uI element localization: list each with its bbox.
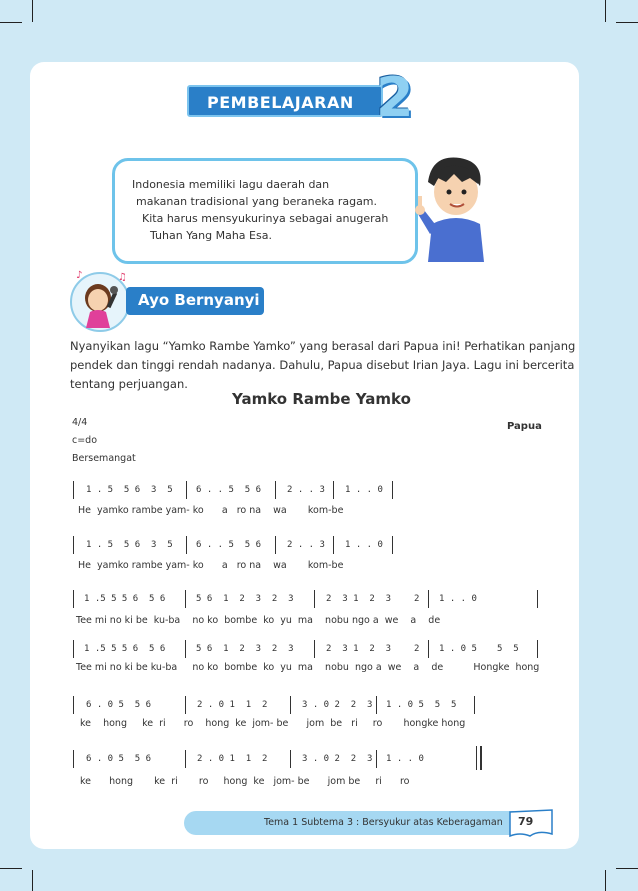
intro-paragraph xyxy=(70,337,576,394)
bubble-line: Indonesia memiliki lagu daerah dan xyxy=(132,178,330,191)
footer-text: Tema 1 Subtema 3 : Bersyukur atas Keberagaman xyxy=(264,817,503,828)
lesson-banner-label: PEMBELAJARAN xyxy=(207,93,354,112)
svg-text:♪: ♪ xyxy=(76,270,83,281)
footer-bar xyxy=(184,811,514,835)
bar-line xyxy=(537,590,538,608)
lesson-banner xyxy=(187,85,383,117)
lyric-line: Tee mi no ki be ku-ba no ko bombe ko yu ma nobu ngo a we a de Hongke hong xyxy=(76,662,540,673)
bar-line xyxy=(73,640,74,658)
lesson-number: 2 xyxy=(376,66,414,129)
key-signature: c=do xyxy=(72,435,98,446)
section-header xyxy=(126,287,264,315)
measure-notes: 2 . . 3 xyxy=(287,485,325,495)
crop-mark xyxy=(0,22,22,23)
crop-mark xyxy=(616,868,638,869)
boy-illustration xyxy=(414,152,494,262)
measure-notes: 5 5 xyxy=(497,644,519,654)
bar-line xyxy=(428,640,429,658)
measure-notes: 1 . 0 5 5 5 xyxy=(386,700,457,710)
bar-line xyxy=(186,536,187,554)
measure-notes: 1 . . 0 xyxy=(386,754,424,764)
measure-notes: 1 .5 5 5 6 5 6 xyxy=(84,644,166,654)
measure-notes: 2 3 1 2 3 xyxy=(326,594,392,604)
tempo-marking: Bersemangat xyxy=(72,453,136,464)
bar-line xyxy=(185,640,186,658)
crop-mark xyxy=(605,870,606,891)
bubble-line: makanan tradisional yang beraneka ragam. xyxy=(136,195,378,208)
bar-line xyxy=(73,590,74,608)
measure-notes: 1 . . 0 xyxy=(439,594,477,604)
crop-mark xyxy=(616,22,638,23)
measure-notes: 6 . 0 5 5 6 xyxy=(86,700,152,710)
measure-notes: 2 xyxy=(414,644,420,654)
lyric-line: Tee mi no ki be ku-ba no ko bombe ko yu ma nobu ngo a we a de xyxy=(76,615,441,626)
measure-notes: 2 . 0 1 1 2 xyxy=(197,754,268,764)
measure-notes: 1 . . 0 xyxy=(345,485,383,495)
intro-line: tentang perjuangan. xyxy=(70,377,188,391)
measure-notes: 5 6 1 2 3 2 3 xyxy=(196,594,294,604)
measure-notes: 2 . . 3 xyxy=(287,540,325,550)
crop-mark xyxy=(32,870,33,891)
measure-notes: 3 . 0 2 2 3 xyxy=(302,754,373,764)
page-number: 79 xyxy=(518,815,534,828)
measure-notes: 6 . 0 5 5 6 xyxy=(86,754,152,764)
lyric-line: ke hong ke ri ro hong ke jom- be jom be ri ro xyxy=(80,776,410,787)
bar-line xyxy=(73,481,74,499)
measure-notes: 6 . . 5 5 6 xyxy=(196,540,262,550)
section-title: Ayo Bernyanyi xyxy=(138,291,260,309)
bar-line xyxy=(275,481,276,499)
speech-bubble-text xyxy=(132,176,388,244)
crop-mark xyxy=(32,0,33,22)
bar-line xyxy=(376,696,377,714)
bar-line xyxy=(376,750,377,768)
bar-line xyxy=(314,640,315,658)
intro-line: Nyanyikan lagu “Yamko Rambe Yamko” yang berasal dari Papua ini! Perhatikan panjang xyxy=(70,339,576,353)
final-bar-line xyxy=(480,746,482,770)
lyric-line: He yamko rambe yam- ko a ro na wa kom-be xyxy=(78,505,344,516)
bar-line xyxy=(185,696,186,714)
girl-singing-icon xyxy=(70,268,132,334)
crop-mark xyxy=(605,0,606,22)
bar-line xyxy=(537,640,538,658)
time-signature: 4/4 xyxy=(72,417,88,428)
measure-notes: 2 . 0 1 1 2 xyxy=(197,700,268,710)
bar-line xyxy=(428,590,429,608)
measure-notes: 1 . . 0 xyxy=(345,540,383,550)
measure-notes: 2 xyxy=(414,594,420,604)
bar-line xyxy=(392,481,393,499)
bar-line xyxy=(185,750,186,768)
bar-line xyxy=(73,536,74,554)
bubble-line: Tuhan Yang Maha Esa. xyxy=(150,229,272,242)
song-origin: Papua xyxy=(507,421,542,432)
measure-notes: 1 .5 5 5 6 5 6 xyxy=(84,594,166,604)
bar-line xyxy=(333,536,334,554)
intro-line: pendek dan tinggi rendah nadanya. Dahulu, Papua disebut Irian Jaya. Lagu ini bercerita xyxy=(70,358,575,372)
bar-line xyxy=(392,536,393,554)
song-meta xyxy=(72,414,136,468)
song-title: Yamko Rambe Yamko xyxy=(232,390,411,408)
measure-notes: 1 . 0 5 xyxy=(439,644,477,654)
bar-line xyxy=(474,696,475,714)
page-number-wrap xyxy=(508,808,554,838)
bar-line xyxy=(73,696,74,714)
measure-notes: 6 . . 5 5 6 xyxy=(196,485,262,495)
bar-line xyxy=(275,536,276,554)
bar-line xyxy=(186,481,187,499)
bubble-line: Kita harus mensyukurinya sebagai anugerah xyxy=(142,212,389,225)
measure-notes: 3 . 0 2 2 3 xyxy=(302,700,373,710)
svg-text:♫: ♫ xyxy=(118,272,127,283)
final-bar-line xyxy=(476,746,477,770)
bar-line xyxy=(314,590,315,608)
bar-line xyxy=(185,590,186,608)
measure-notes: 2 3 1 2 3 xyxy=(326,644,392,654)
bar-line xyxy=(73,750,74,768)
bar-line xyxy=(290,696,291,714)
bar-line xyxy=(333,481,334,499)
lyric-line: He yamko rambe yam- ko a ro na wa kom-be xyxy=(78,560,344,571)
measure-notes: 1 . 5 5 6 3 5 xyxy=(86,540,173,550)
lyric-line: ke hong ke ri ro hong ke jom- be jom be ri ro hongke hong xyxy=(80,718,466,729)
measure-notes: 1 . 5 5 6 3 5 xyxy=(86,485,173,495)
bar-line xyxy=(290,750,291,768)
measure-notes: 5 6 1 2 3 2 3 xyxy=(196,644,294,654)
crop-mark xyxy=(0,868,22,869)
